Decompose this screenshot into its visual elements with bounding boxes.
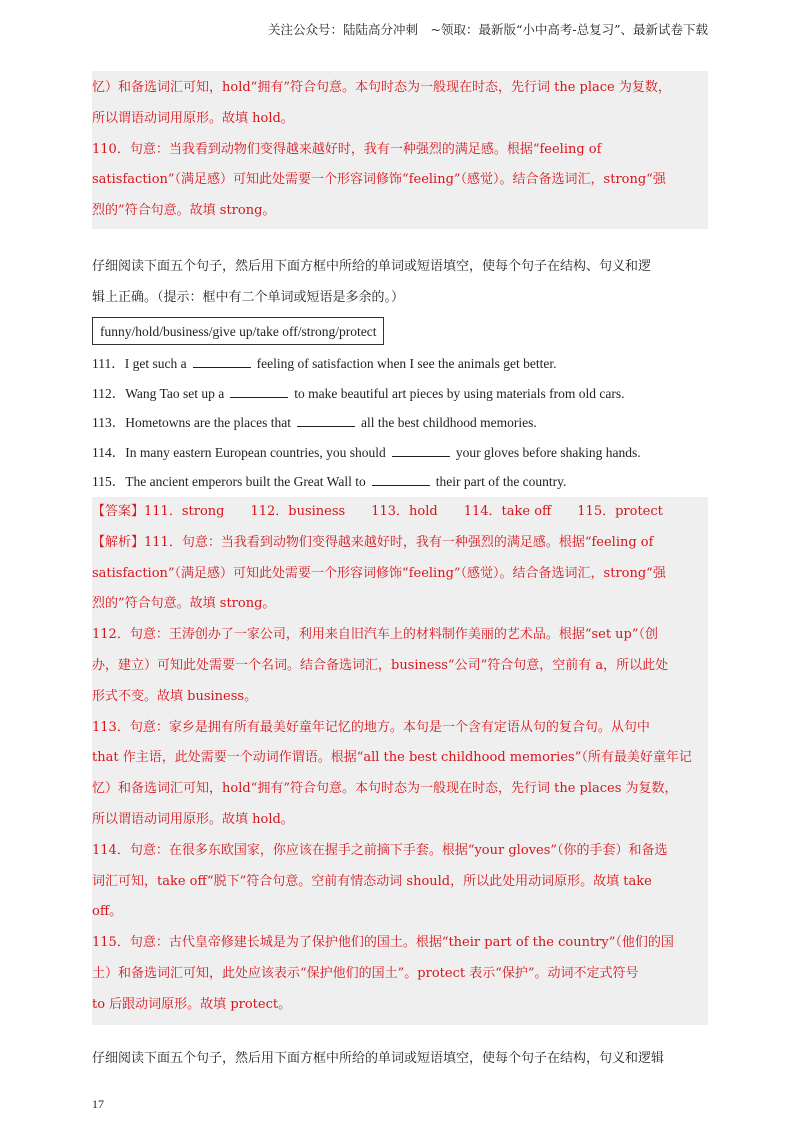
explanation-line: satisfaction”（满足感）可知此处需要一个形容词修饰“feeling”（感觉）。结合备选词汇，strong“强 bbox=[92, 172, 666, 188]
answer-label: 【答案】 bbox=[92, 504, 145, 519]
question-text: your gloves before shaking hands. bbox=[455, 444, 641, 460]
instruction-line: 仔细阅读下面五个句子，然后用下面方框中所给的单词或短语填空，使每个句子在结构，句义和逻辑 bbox=[92, 1051, 665, 1066]
answer-blank[interactable] bbox=[297, 413, 355, 427]
question-text: 113．Hometowns are the places that bbox=[92, 415, 291, 431]
page-header: 关注公众号：陆陆高分冲刺 ~领取：最新版“小中高考-总复习”、最新试卷下载 bbox=[268, 22, 708, 37]
answer-blank[interactable] bbox=[193, 354, 251, 368]
analysis-line: 112．句意：王涛创办了一家公司，利用来自旧汽车上的材料制作美丽的艺术品。根据“set up”（创 bbox=[92, 627, 659, 643]
answer-key: 115．protect bbox=[577, 504, 663, 519]
analysis-line: satisfaction”（满足感）可知此处需要一个形容词修饰“feeling”（感觉）。结合备选词汇，strong“强 bbox=[92, 565, 666, 581]
question-text: their part of the country. bbox=[435, 474, 567, 490]
analysis-line: 忆）和备选词汇可知，hold“拥有”符合句意。本句时态为一般现在时态，先行词 the places 为复数， bbox=[92, 781, 678, 797]
question-text: 115．The ancient emperors built the Great Wall to bbox=[92, 474, 366, 490]
word-box: funny/hold/business/give up/take off/strong/protect bbox=[92, 317, 384, 345]
answer-blank[interactable] bbox=[372, 472, 430, 486]
question-list bbox=[92, 349, 708, 497]
question-item bbox=[92, 408, 708, 438]
question-text: to make beautiful art pieces by using materials from old cars. bbox=[294, 385, 625, 401]
analysis-line: 所以谓语动词用原形。故填 hold。 bbox=[92, 811, 294, 827]
analysis-line: 【解析】111．句意：当我看到动物们变得越来越好时，我有一种强烈的满足感。根据“feeling of bbox=[92, 534, 654, 550]
question-item bbox=[92, 349, 708, 379]
analysis-line: 形式不变。故填 business。 bbox=[92, 688, 258, 704]
analysis-line: that 作主语，此处需要一个动词作谓语。根据“all the best childhood memories”（所有最美好童年记 bbox=[92, 750, 692, 766]
answer-keys bbox=[92, 497, 708, 528]
instruction-line: 辑上正确。（提示：框中有二个单词或短语是多余的。） bbox=[92, 290, 405, 305]
explanation-line: 所以谓语动词用原形。故填 hold。 bbox=[92, 110, 294, 126]
answer-key: 113．hold bbox=[371, 504, 438, 519]
top-explanation-block bbox=[92, 71, 708, 229]
question-text: all the best childhood memories. bbox=[360, 415, 537, 431]
question-item bbox=[92, 467, 708, 497]
answer-key: 112．business bbox=[250, 504, 346, 519]
answer-analysis-block bbox=[92, 497, 708, 1025]
answer-key: 114．take off bbox=[463, 504, 552, 519]
answer-blank[interactable] bbox=[230, 384, 288, 398]
bottom-instruction bbox=[92, 1043, 708, 1074]
explanation-line: 忆）和备选词汇可知，hold“拥有”符合句意。本句时态为一般现在时态，先行词 the place 为复数， bbox=[92, 80, 671, 95]
analysis-line: 115．句意：古代皇帝修建长城是为了保护他们的国土。根据“their part of the country”（他们的国 bbox=[92, 935, 674, 951]
page-number: 17 bbox=[92, 1097, 104, 1111]
answer-key: 111．strong bbox=[144, 504, 225, 519]
question-text: 114．In many eastern European countries, you should bbox=[92, 444, 386, 460]
instruction-line: 仔细阅读下面五个句子，然后用下面方框中所给的单词或短语填空，使每个句子在结构、句义和逻 bbox=[92, 259, 652, 274]
analysis-line: to 后跟动词原形。故填 protect。 bbox=[92, 996, 292, 1012]
explanation-line: 110．句意：当我看到动物们变得越来越好时，我有一种强烈的满足感。根据“feeling of bbox=[92, 141, 602, 157]
explanation-line: 烈的”符合句意。故填 strong。 bbox=[92, 203, 276, 219]
analysis-line: 词汇可知，take off“脱下”符合句意。空前有情态动词 should，所以此处用动词原形。故填 take bbox=[92, 873, 652, 889]
instruction bbox=[92, 251, 708, 313]
analysis-line: 办，建立）可知此处需要一个名词。结合备选词汇，business“公司”符合句意，空前有 a，所以此处 bbox=[92, 657, 669, 673]
analysis-line: 114．句意：在很多东欧国家，你应该在握手之前摘下手套。根据“your gloves”（你的手套）和备选 bbox=[92, 842, 668, 858]
analysis-line: 113．句意：家乡是拥有所有最美好童年记忆的地方。本句是一个含有定语从句的复合句。从句中 bbox=[92, 719, 650, 735]
question-text: 112．Wang Tao set up a bbox=[92, 385, 225, 401]
analysis-line: off。 bbox=[92, 904, 123, 920]
question-text: feeling of satisfaction when I see the animals get better. bbox=[256, 356, 557, 371]
question-text: 111．I get such a bbox=[92, 356, 187, 371]
analysis-line: 烈的”符合句意。故填 strong。 bbox=[92, 596, 276, 612]
question-item bbox=[92, 379, 708, 409]
analysis-line: 土）和备选词汇可知，此处应该表示“保护他们的国土”。protect 表示“保护”。动词不定式符号 bbox=[92, 965, 639, 981]
question-item bbox=[92, 438, 708, 468]
answer-blank[interactable] bbox=[392, 443, 450, 457]
